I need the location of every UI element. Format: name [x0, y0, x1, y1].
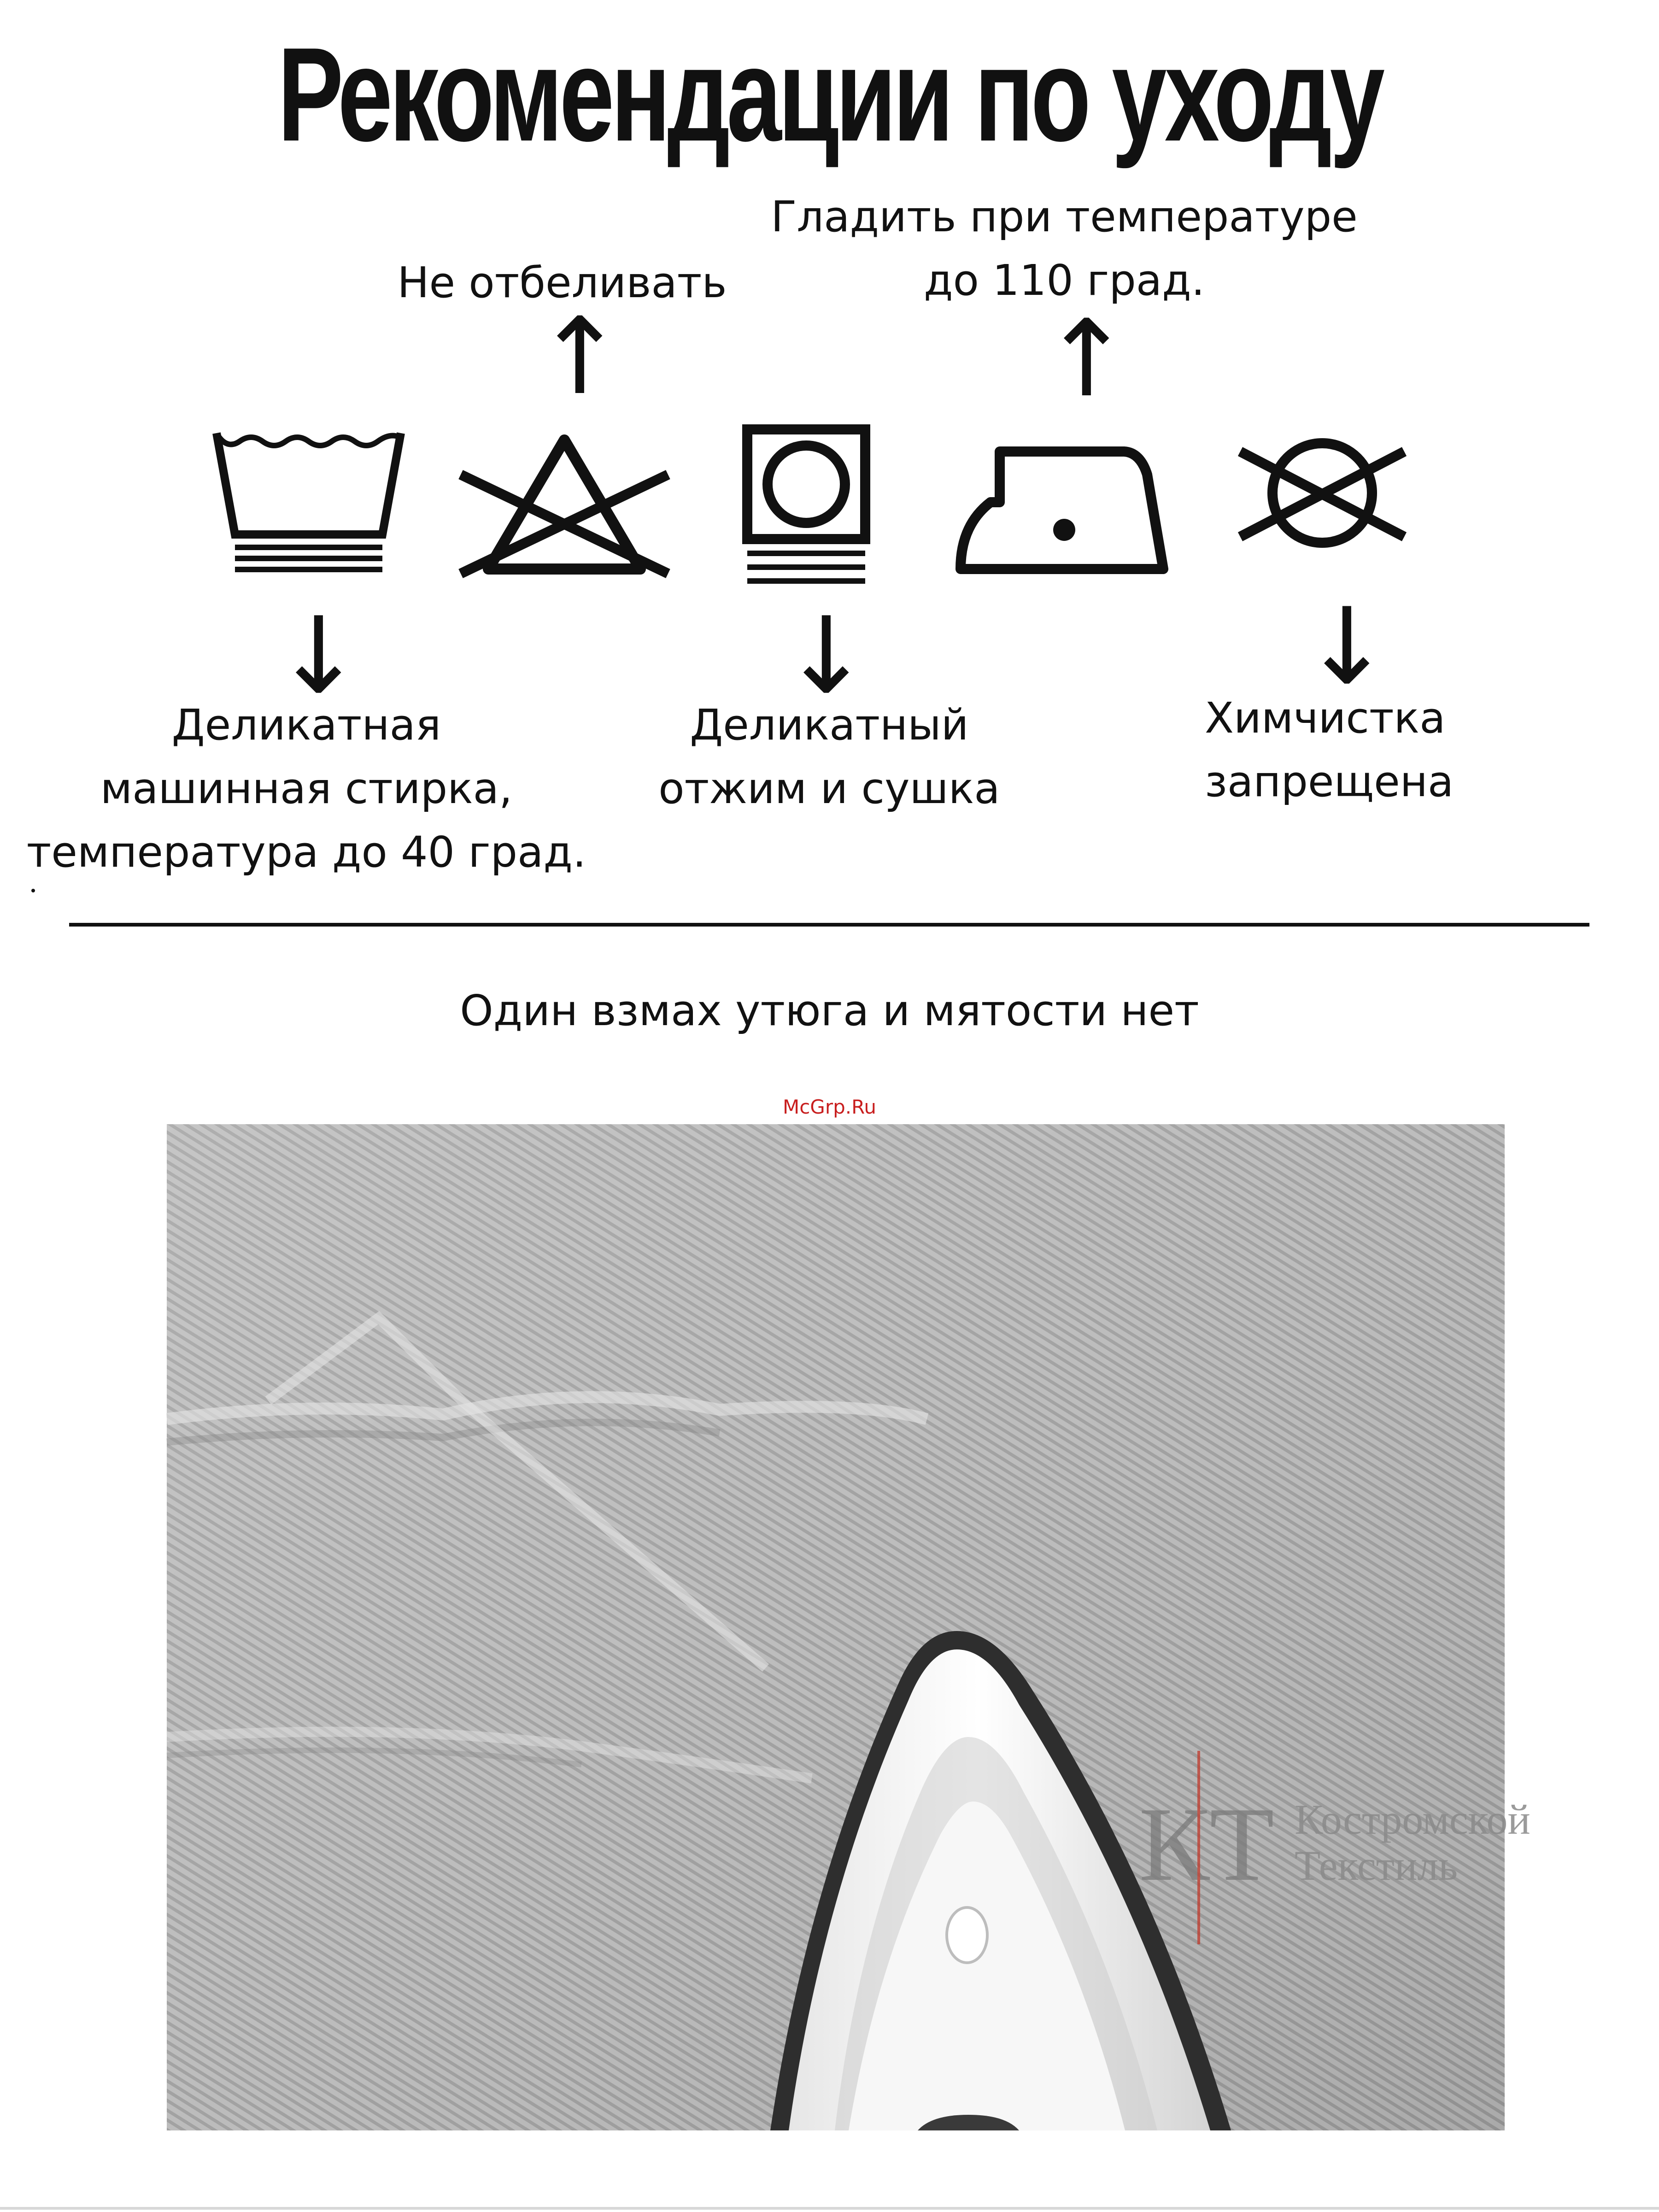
iron-on-fabric-photo [167, 1124, 1530, 2130]
label-wash-line1: Деликатная [171, 700, 441, 750]
brand-watermark-line2: Текстиль [1295, 1842, 1458, 1889]
brand-watermark-line1: Костромской [1295, 1796, 1530, 1843]
label-delicate-dry [645, 693, 1014, 821]
logo-letters: КТ [1139, 1785, 1274, 1903]
label-iron-line2: до 110 град. [924, 256, 1205, 305]
arrow-down-dry: ↓ [782, 595, 871, 718]
page-bottom-edge [0, 2207, 1659, 2210]
label-dry-line1: Деликатный [690, 700, 969, 750]
iron-low-icon [954, 438, 1170, 576]
wash-40-delicate-icon [207, 424, 410, 576]
arrow-up-iron: ↑ [1042, 298, 1131, 421]
tumble-dry-delicate-icon [742, 424, 871, 590]
label-dryclean-line1: Химчистка [1205, 693, 1446, 743]
no-dry-clean-icon [1235, 433, 1410, 553]
site-watermark: McGrp.Ru [782, 1096, 877, 1118]
section-divider [69, 923, 1589, 927]
label-iron-line1: Гладить при температуре [771, 192, 1358, 241]
page-title: Рекомендации по уходу [277, 20, 1382, 169]
label-no-dryclean [1205, 686, 1454, 814]
stray-dot [31, 889, 35, 892]
arrow-down-dryclean: ↓ [1302, 586, 1391, 709]
arrow-down-wash: ↓ [274, 595, 363, 718]
label-iron-temperature [737, 185, 1391, 312]
label-delicate-wash [18, 693, 594, 884]
label-dryclean-line2: запрещена [1205, 757, 1454, 806]
label-dry-line2: отжим и сушка [658, 764, 1000, 813]
subtitle: Один взмах утюга и мятости нет [460, 986, 1199, 1035]
arrow-up-bleach: ↑ [535, 295, 624, 418]
no-bleach-icon [454, 428, 675, 581]
label-wash-line2: машинная стирка, [100, 764, 513, 813]
label-no-bleach: Не отбеливать [397, 258, 727, 307]
label-wash-line3: температура до 40 град. [26, 827, 586, 877]
